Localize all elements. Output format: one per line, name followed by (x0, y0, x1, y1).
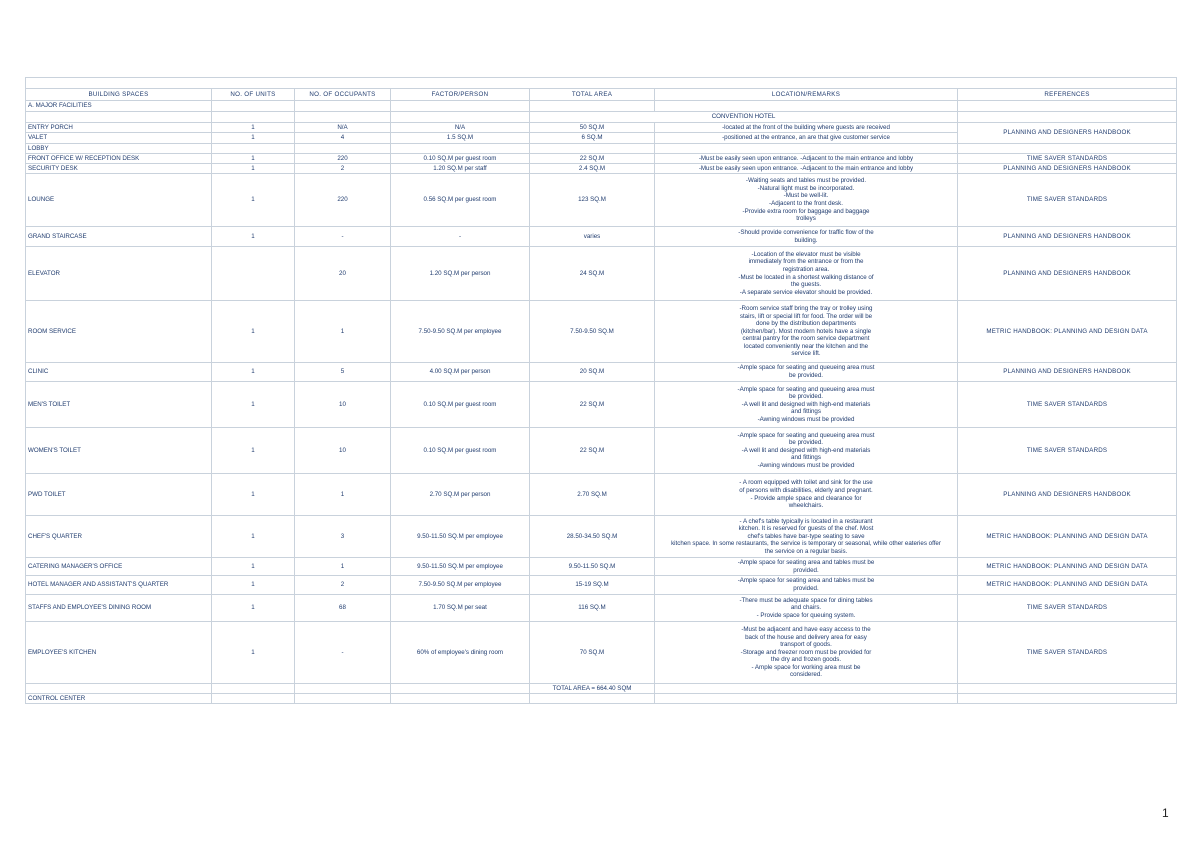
remarks-cell: -Location of the elevator must be visible immediately from the entrance or from the registration area. -Must be located in a shortest walking distance of the guests. -A separate service elevator should be provided. (655, 247, 958, 301)
reference-cell: TIME SAVER STANDARDS (958, 382, 1177, 428)
building-space-cell: GRAND STAIRCASE (26, 227, 212, 247)
section-title: CONVENTION HOTEL (530, 112, 958, 123)
occupants-cell: 10 (295, 428, 391, 474)
reference-cell: PLANNING AND DESIGNERS HANDBOOK (958, 474, 1177, 516)
factor-cell: 7.50-9.50 SQ.M per employee (391, 301, 530, 363)
factor-cell: 0.10 SQ.M per guest room (391, 428, 530, 474)
occupants-cell: - (295, 227, 391, 247)
reference-cell: TIME SAVER STANDARDS (958, 174, 1177, 227)
remarks-cell: - A room equipped with toilet and sink for the use of persons with disabilities, elderly and pregnant. - Provide ample space and clearance for wheelchairs. (655, 474, 958, 516)
table-row (26, 595, 1177, 622)
table-row (26, 174, 1177, 227)
area-cell: 22 SQ.M (530, 428, 655, 474)
reference-cell: METRIC HANDBOOK: PLANNING AND DESIGN DATA (958, 576, 1177, 595)
building-space-cell: STAFFS AND EMPLOYEE'S DINING ROOM (26, 595, 212, 622)
factor-cell (391, 144, 530, 154)
area-cell: 22 SQ.M (530, 382, 655, 428)
factor-cell: 2.70 SQ.M per person (391, 474, 530, 516)
building-space-cell: PWD TOILET (26, 474, 212, 516)
remarks-cell: -Waiting seats and tables must be provided. -Natural light must be incorporated. -Must be well-lit. -Adjacent to the front desk. -Provide extra room for baggage and baggage trolleys (655, 174, 958, 227)
factor-cell: 7.50-9.50 SQ.M per employee (391, 576, 530, 595)
remarks-cell: -located at the front of the building where guests are received (655, 123, 958, 133)
table-row (26, 622, 1177, 684)
remarks-cell: -Ample space for seating area and tables must be provided. (655, 576, 958, 595)
units-cell: 1 (212, 576, 295, 595)
building-space-cell: EMPLOYEE'S KITCHEN (26, 622, 212, 684)
building-space-cell: ELEVATOR (26, 247, 212, 301)
units-cell: 1 (212, 154, 295, 164)
reference-cell: PLANNING AND DESIGNERS HANDBOOK (958, 227, 1177, 247)
factor-cell: 0.56 SQ.M per guest room (391, 174, 530, 227)
occupants-cell (295, 144, 391, 154)
reference-cell: METRIC HANDBOOK: PLANNING AND DESIGN DATA (958, 516, 1177, 558)
table-row (26, 154, 1177, 164)
units-cell: 1 (212, 595, 295, 622)
remarks-cell: -Room service staff bring the tray or trolley using stairs, lift or special lift for food. The order will be done by the distribution departments (kitchen/bar). Most modern hotels have a single central pantry for the room service department located conveniently near the kitchen and the service lift. (655, 301, 958, 363)
factor-cell: 60% of employee's dining room (391, 622, 530, 684)
factor-cell: 1.5 SQ.M (391, 133, 530, 144)
header-building-spaces: BUILDING SPACES (26, 89, 212, 101)
occupants-cell: 20 (295, 247, 391, 301)
occupants-cell: 2 (295, 576, 391, 595)
units-cell (212, 247, 295, 301)
building-space-cell: LOUNGE (26, 174, 212, 227)
area-cell: 2.4 SQ.M (530, 164, 655, 174)
area-cell: 123 SQ.M (530, 174, 655, 227)
remarks-cell: -Must be easily seen upon entrance. -Adjacent to the main entrance and lobby (655, 154, 958, 164)
occupants-cell: 3 (295, 516, 391, 558)
remarks-cell: - A chef's table typically is located in a restaurant kitchen. It is reserved for guests of the chef. Most chef's tables have bar-type seating to save kitchen space. In some restaurants, the service is temporary or seasonal, while other eateries offer the service on a regular basis. (655, 516, 958, 558)
reference-cell: TIME SAVER STANDARDS (958, 595, 1177, 622)
factor-cell: - (391, 227, 530, 247)
category-row (26, 694, 1177, 704)
units-cell: 1 (212, 382, 295, 428)
occupants-cell: 4 (295, 133, 391, 144)
table-row (26, 164, 1177, 174)
remarks-cell: -Ample space for seating and queueing area must be provided. (655, 363, 958, 382)
page-number: 1 (1162, 806, 1169, 820)
reference-cell: PLANNING AND DESIGNERS HANDBOOK (958, 123, 1177, 144)
remarks-cell: -There must be adequate space for dining tables and chairs. - Provide space for queuing system. (655, 595, 958, 622)
area-cell: 116 SQ.M (530, 595, 655, 622)
reference-cell: TIME SAVER STANDARDS (958, 428, 1177, 474)
factor-cell: 9.50-11.50 SQ.M per employee (391, 558, 530, 576)
area-cell: 20 SQ.M (530, 363, 655, 382)
building-space-cell: SECURITY DESK (26, 164, 212, 174)
table-row (26, 382, 1177, 428)
occupants-cell: 5 (295, 363, 391, 382)
header-no-of-units: NO. OF UNITS (212, 89, 295, 101)
building-space-cell: HOTEL MANAGER AND ASSISTANT'S QUARTER (26, 576, 212, 595)
header-total-area: TOTAL AREA (530, 89, 655, 101)
building-space-cell: ENTRY PORCH (26, 123, 212, 133)
table-row (26, 576, 1177, 595)
units-cell: 1 (212, 558, 295, 576)
section-title-row (26, 112, 1177, 123)
remarks-cell (655, 144, 958, 154)
units-cell: 1 (212, 174, 295, 227)
table-row (26, 474, 1177, 516)
table-row (26, 247, 1177, 301)
total-row (26, 684, 1177, 694)
occupants-cell: N/A (295, 123, 391, 133)
area-cell: 9.50-11.50 SQ.M (530, 558, 655, 576)
remarks-cell: -positioned at the entrance, an are that give customer service (655, 133, 958, 144)
total-area-cell: TOTAL AREA = 664.40 SQM (530, 684, 655, 694)
table-row (26, 516, 1177, 558)
area-cell: 50 SQ.M (530, 123, 655, 133)
header-factor-person: FACTOR/PERSON (391, 89, 530, 101)
header-references: REFERENCES (958, 89, 1177, 101)
space-program-sheet (25, 77, 1176, 704)
remarks-cell: -Must be easily seen upon entrance. -Adjacent to the main entrance and lobby (655, 164, 958, 174)
header-row (26, 89, 1177, 101)
building-space-cell: CHEF'S QUARTER (26, 516, 212, 558)
table-row (26, 363, 1177, 382)
occupants-cell: 10 (295, 382, 391, 428)
reference-cell: PLANNING AND DESIGNERS HANDBOOK (958, 363, 1177, 382)
area-cell: 28.50-34.50 SQ.M (530, 516, 655, 558)
units-cell: 1 (212, 133, 295, 144)
factor-cell: 1.20 SQ.M per person (391, 247, 530, 301)
factor-cell: 9.50-11.50 SQ.M per employee (391, 516, 530, 558)
table-row (26, 144, 1177, 154)
building-space-cell: CATERING MANAGER'S OFFICE (26, 558, 212, 576)
remarks-cell: -Ample space for seating and queueing area must be provided. -A well lit and designed with high-end materials and fittings -Awning windows must be provided (655, 428, 958, 474)
remarks-cell: -Must be adjacent and have easy access to the back of the house and delivery area for easy transport of goods. -Storage and freezer room must be provided for the dry and frozen goods. - Ample space for working area must be considered. (655, 622, 958, 684)
building-space-cell: MEN'S TOILET (26, 382, 212, 428)
occupants-cell: 1 (295, 558, 391, 576)
factor-cell: 1.70 SQ.M per seat (391, 595, 530, 622)
reference-cell: TIME SAVER STANDARDS (958, 622, 1177, 684)
area-cell: 15-19 SQ.M (530, 576, 655, 595)
occupants-cell: 1 (295, 474, 391, 516)
units-cell: 1 (212, 363, 295, 382)
area-cell: varies (530, 227, 655, 247)
occupants-cell: - (295, 622, 391, 684)
area-cell: 24 SQ.M (530, 247, 655, 301)
occupants-cell: 68 (295, 595, 391, 622)
occupants-cell: 1 (295, 301, 391, 363)
space-program-table (25, 77, 1177, 704)
table-row (26, 301, 1177, 363)
building-space-cell: LOBBY (26, 144, 212, 154)
factor-cell: 0.10 SQ.M per guest room (391, 154, 530, 164)
area-cell: 7.50-9.50 SQ.M (530, 301, 655, 363)
factor-cell: 4.00 SQ.M per person (391, 363, 530, 382)
area-cell: 6 SQ.M (530, 133, 655, 144)
area-cell: 70 SQ.M (530, 622, 655, 684)
area-cell (530, 144, 655, 154)
occupants-cell: 2 (295, 164, 391, 174)
area-cell: 2.70 SQ.M (530, 474, 655, 516)
units-cell: 1 (212, 227, 295, 247)
units-cell: 1 (212, 301, 295, 363)
category-label: A. MAJOR FACILITIES (26, 101, 212, 112)
blank-top-row (26, 78, 1177, 89)
units-cell: 1 (212, 428, 295, 474)
table-row (26, 558, 1177, 576)
remarks-cell: -Ample space for seating and queueing area must be provided. -A well lit and designed with high-end materials and fittings -Awning windows must be provided (655, 382, 958, 428)
units-cell: 1 (212, 516, 295, 558)
header-location-remarks: LOCATION/REMARKS (655, 89, 958, 101)
reference-cell: PLANNING AND DESIGNERS HANDBOOK (958, 247, 1177, 301)
remarks-cell: -Should provide convenience for traffic flow of the building. (655, 227, 958, 247)
building-space-cell: ROOM SERVICE (26, 301, 212, 363)
units-cell: 1 (212, 164, 295, 174)
category-row (26, 101, 1177, 112)
factor-cell: N/A (391, 123, 530, 133)
header-no-of-occupants: NO. OF OCCUPANTS (295, 89, 391, 101)
table-row (26, 227, 1177, 247)
area-cell: 22 SQ.M (530, 154, 655, 164)
remarks-cell: -Ample space for seating area and tables must be provided. (655, 558, 958, 576)
units-cell: 1 (212, 474, 295, 516)
building-space-cell: WOMEN'S TOILET (26, 428, 212, 474)
building-space-cell: FRONT OFFICE W/ RECEPTION DESK (26, 154, 212, 164)
factor-cell: 1.20 SQ.M per staff (391, 164, 530, 174)
occupants-cell: 220 (295, 154, 391, 164)
reference-cell: TIME SAVER STANDARDS (958, 154, 1177, 164)
table-row (26, 123, 1177, 133)
units-cell: 1 (212, 622, 295, 684)
units-cell: 1 (212, 123, 295, 133)
occupants-cell: 220 (295, 174, 391, 227)
building-space-cell: CLINIC (26, 363, 212, 382)
reference-cell: METRIC HANDBOOK: PLANNING AND DESIGN DATA (958, 558, 1177, 576)
building-space-cell: VALET (26, 133, 212, 144)
reference-cell: PLANNING AND DESIGNERS HANDBOOK (958, 164, 1177, 174)
reference-cell: METRIC HANDBOOK: PLANNING AND DESIGN DATA (958, 301, 1177, 363)
table-row (26, 428, 1177, 474)
factor-cell: 0.10 SQ.M per guest room (391, 382, 530, 428)
next-category-label: CONTROL CENTER (26, 694, 212, 704)
units-cell (212, 144, 295, 154)
